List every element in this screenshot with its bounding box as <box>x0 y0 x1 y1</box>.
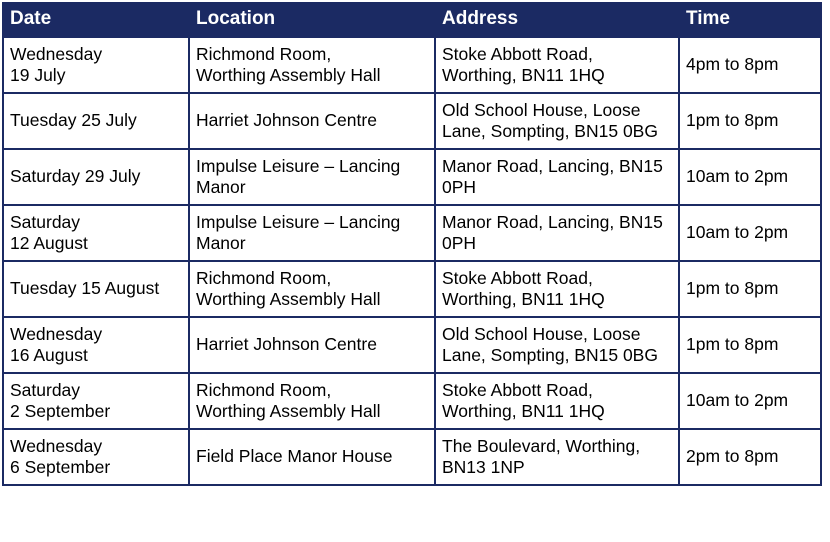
cell-time <box>679 373 821 429</box>
cell-line: Worthing, BN11 1HQ <box>442 288 605 309</box>
cell-line: Harriet Johnson Centre <box>196 110 377 131</box>
cell-address <box>435 205 679 261</box>
table-row <box>3 429 821 485</box>
cell-line: Harriet Johnson Centre <box>196 334 377 355</box>
schedule-table-container <box>0 2 830 542</box>
cell-date <box>3 261 189 317</box>
cell-line: Stoke Abbott Road, <box>442 267 593 288</box>
cell-line: 19 July <box>10 64 66 85</box>
schedule-table <box>2 2 822 486</box>
cell-date <box>3 37 189 93</box>
cell-line: 12 August <box>10 232 88 253</box>
table-row <box>3 261 821 317</box>
cell-time <box>679 149 821 205</box>
cell-line: 1pm to 8pm <box>686 334 779 355</box>
column-header-location: Location <box>189 3 435 37</box>
table-row <box>3 373 821 429</box>
column-header-address: Address <box>435 3 679 37</box>
cell-line: Richmond Room, <box>196 379 332 400</box>
cell-address <box>435 93 679 149</box>
cell-line: Manor Road, Lancing, BN15 <box>442 211 663 232</box>
cell-line: 10am to 2pm <box>686 390 789 411</box>
cell-time <box>679 205 821 261</box>
cell-line: 0PH <box>442 176 477 197</box>
cell-line: 10am to 2pm <box>686 166 789 187</box>
column-header-time: Time <box>679 3 821 37</box>
table-row <box>3 93 821 149</box>
cell-line: Richmond Room, <box>196 43 332 64</box>
cell-line: Wednesday <box>10 43 103 64</box>
cell-line: Old School House, Loose <box>442 323 641 344</box>
cell-time <box>679 37 821 93</box>
cell-address <box>435 373 679 429</box>
cell-line: Manor <box>196 232 246 253</box>
table-row <box>3 37 821 93</box>
cell-line: Richmond Room, <box>196 267 332 288</box>
cell-address <box>435 149 679 205</box>
cell-line: 1pm to 8pm <box>686 110 779 131</box>
cell-line: BN13 1NP <box>442 456 525 477</box>
cell-line: Lane, Sompting, BN15 0BG <box>442 344 658 365</box>
cell-line: 1pm to 8pm <box>686 278 779 299</box>
cell-location <box>189 149 435 205</box>
cell-date <box>3 205 189 261</box>
cell-line: 10am to 2pm <box>686 222 789 243</box>
cell-location <box>189 373 435 429</box>
cell-line: 4pm to 8pm <box>686 54 779 75</box>
cell-time <box>679 93 821 149</box>
cell-line: Saturday <box>10 379 81 400</box>
cell-address <box>435 429 679 485</box>
cell-line: 2pm to 8pm <box>686 446 779 467</box>
table-row <box>3 149 821 205</box>
table-row <box>3 317 821 373</box>
cell-address <box>435 317 679 373</box>
cell-time <box>679 261 821 317</box>
table-body <box>3 37 821 485</box>
cell-line: Field Place Manor House <box>196 446 393 467</box>
cell-location <box>189 93 435 149</box>
cell-line: Impulse Leisure – Lancing <box>196 211 401 232</box>
cell-time <box>679 317 821 373</box>
cell-line: Worthing Assembly Hall <box>196 400 381 421</box>
cell-line: 0PH <box>442 232 477 253</box>
cell-location <box>189 261 435 317</box>
cell-line: Wednesday <box>10 435 103 456</box>
cell-line: Worthing Assembly Hall <box>196 288 381 309</box>
cell-line: Tuesday 25 July <box>10 110 137 131</box>
cell-line: Tuesday 15 August <box>10 278 160 299</box>
table-header <box>3 3 821 37</box>
cell-line: Lane, Sompting, BN15 0BG <box>442 120 658 141</box>
cell-location <box>189 205 435 261</box>
cell-line: 16 August <box>10 344 88 365</box>
cell-line: Manor <box>196 176 246 197</box>
cell-line: Saturday <box>10 211 81 232</box>
cell-line: Manor Road, Lancing, BN15 <box>442 155 663 176</box>
cell-line: Impulse Leisure – Lancing <box>196 155 401 176</box>
cell-line: Wednesday <box>10 323 103 344</box>
cell-line: Old School House, Loose <box>442 99 641 120</box>
cell-line: 6 September <box>10 456 111 477</box>
cell-line: 2 September <box>10 400 111 421</box>
column-header-date: Date <box>3 3 189 37</box>
cell-line: Stoke Abbott Road, <box>442 379 593 400</box>
cell-location <box>189 317 435 373</box>
cell-date <box>3 317 189 373</box>
header-row <box>3 3 821 37</box>
cell-location <box>189 429 435 485</box>
cell-date <box>3 149 189 205</box>
cell-line: The Boulevard, Worthing, <box>442 435 641 456</box>
cell-line: Stoke Abbott Road, <box>442 43 593 64</box>
cell-line: Worthing, BN11 1HQ <box>442 400 605 421</box>
cell-address <box>435 261 679 317</box>
cell-address <box>435 37 679 93</box>
cell-line: Worthing Assembly Hall <box>196 64 381 85</box>
cell-line: Saturday 29 July <box>10 166 141 187</box>
cell-date <box>3 93 189 149</box>
cell-line: Worthing, BN11 1HQ <box>442 64 605 85</box>
cell-date <box>3 429 189 485</box>
cell-location <box>189 37 435 93</box>
table-row <box>3 205 821 261</box>
cell-time <box>679 429 821 485</box>
cell-date <box>3 373 189 429</box>
